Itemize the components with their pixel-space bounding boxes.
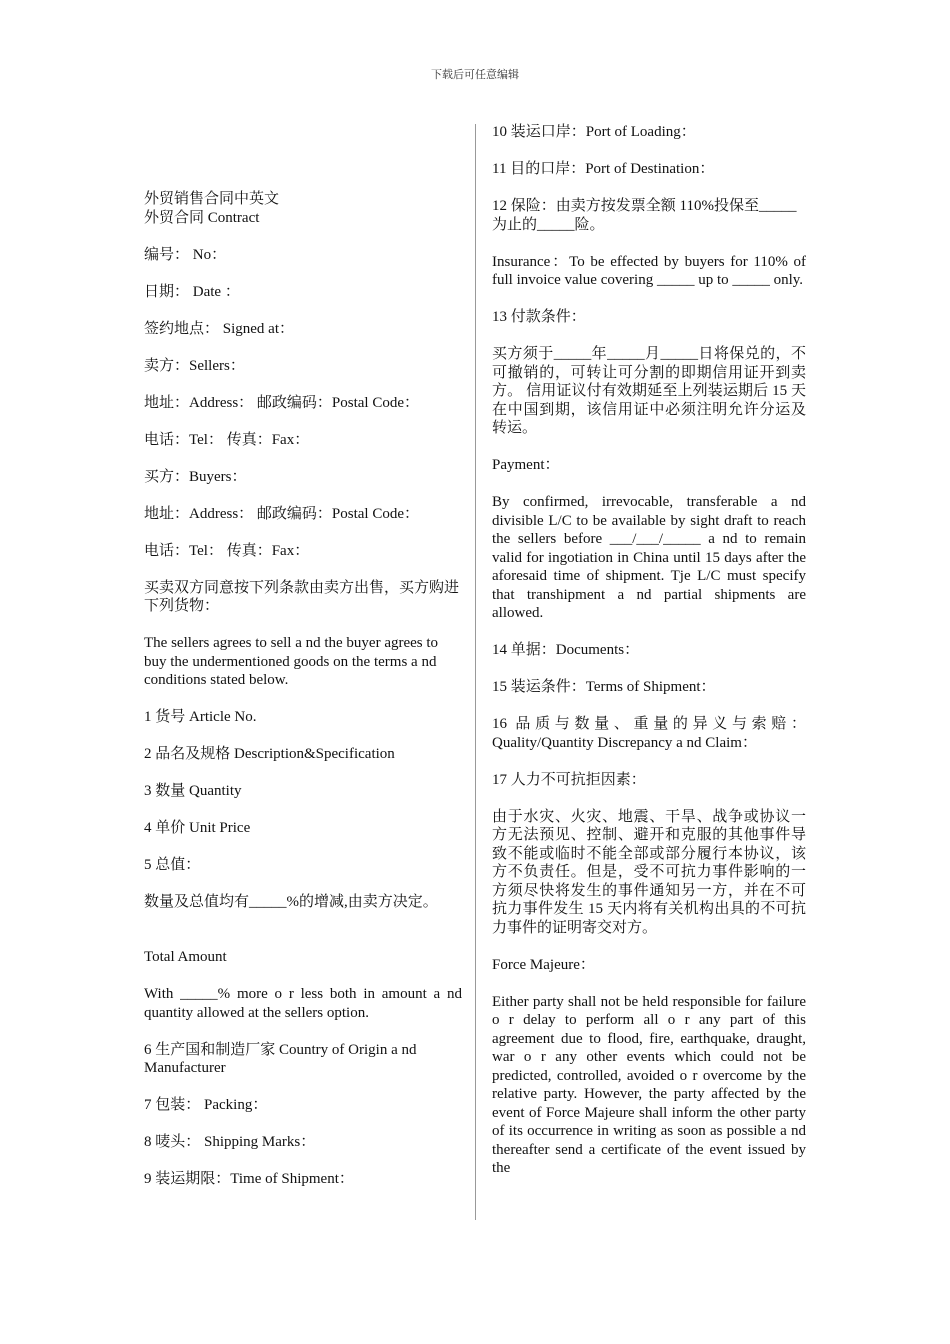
clause-6: 6 生产国和制造厂家 Country of Origin a nd Manufacturer: [144, 1041, 417, 1076]
signed-at: 签约地点： Signed at：: [144, 320, 294, 337]
contract-title-cn: 外贸销售合同中英文: [144, 191, 280, 207]
contract-title-en: 外贸合同 Contract: [144, 209, 260, 226]
clause-1: 1 货号 Article No.: [144, 709, 257, 725]
insurance-en: Insurance：To be effected by buyers for 110% of full invoice value covering _____ up to _____ only.: [492, 253, 806, 288]
clause-15: 15 装运条件：Terms of Shipment：: [492, 679, 716, 695]
agreement-en: The sellers agrees to sell a nd the buyer agrees to buy the undermentioned goods on the terms a nd conditions stated below.: [144, 635, 439, 688]
clause-7: 7 包装： Packing：: [144, 1097, 268, 1113]
clause-3: 3 数量 Quantity: [144, 783, 242, 799]
left-column: [144, 190, 462, 1207]
clause-12: 12 保险：由卖方按发票全额 110%投保至_____为止的_____险。: [492, 198, 797, 233]
contract-date: 日期： Date ：: [144, 283, 240, 300]
clause-10: 10 装运口岸：Port of Loading：: [492, 124, 696, 140]
quantity-cn: 数量及总值均有_____%的增减,由卖方决定。: [144, 894, 438, 910]
clause-2: 2 品名及规格 Description&Specification: [144, 746, 395, 762]
right-column: [492, 123, 806, 1196]
force-majeure-cn: 由于水灾、火灾、地震、干旱、战争或协议一方无法预见、控制、避开和克服的其他事件导致不能或临时不能全部或部分履行本协议，该方不负责任。但是，受不可抗力事件影响的一方须尽快将发生的事件通知另一方，并在不可抗力事件发生 15 天内将有关机构出具的不可抗力事件的证明寄交对方。: [492, 808, 806, 936]
clause-9: 9 装运期限：Time of Shipment：: [144, 1171, 354, 1187]
payment-title: Payment：: [492, 457, 560, 473]
buyer-address: 地址：Address： 邮政编码：Postal Code：: [144, 505, 419, 522]
clause-16: 16 品质与数量、重量的异义与索赔：Quality/Quantity Discrepancy a nd Claim：: [492, 716, 806, 751]
spacer: [144, 930, 462, 948]
total-amount: Total Amount: [144, 949, 227, 965]
payment-en: By confirmed, irrevocable, transferable a nd divisible L/C to be available by sight draft to reach the sellers before ___/___/_____ a nd to remain valid for ingotiation in China until 15 days after the aforesaid time of shipment. Tje L/C must specify that transhipment a nd partial shipments are allowed.: [492, 494, 806, 621]
payment-cn: 买方须于_____年_____月_____日将保兑的，不可撤销的，可转让可分割的即期信用证开到卖方。 信用证议付有效期延至上列装运期后 15 天在中国到期，该信用证中必须注明允许分运及转运。: [492, 346, 806, 436]
sellers: 卖方：Sellers：: [144, 357, 245, 374]
contract-no: 编号： No：: [144, 246, 227, 263]
clause-8: 8 唛头： Shipping Marks：: [144, 1134, 316, 1150]
buyers: 买方：Buyers：: [144, 468, 247, 485]
force-majeure-title: Force Majeure：: [492, 956, 595, 973]
clause-11: 11 目的口岸：Port of Destination：: [492, 161, 715, 177]
more-or-less: With _____% more o r less both in amount a nd quantity allowed at the sellers option.: [144, 986, 462, 1021]
clause-4: 4 单价 Unit Price: [144, 820, 251, 836]
force-majeure-en: Either party shall not be held responsible for failure o r delay to perform all o r any part of this agreement due to flood, fire, earthquake, draught, war o r any other events which could not be predicted, controlled, avoided o r overcome by the relative party. However, the party affected by the event of Force Majeure shall inform the other party of its occurrence in writing as soon as possible a nd thereafter send a certificate of the event issued by the: [492, 993, 806, 1176]
buyer-tel: 电话：Tel： 传真：Fax：: [144, 542, 310, 559]
agreement-cn: 买卖双方同意按下列条款由卖方出售，买方购进下列货物：: [144, 579, 460, 614]
seller-address: 地址：Address： 邮政编码：Postal Code：: [144, 394, 419, 411]
seller-tel: 电话：Tel： 传真：Fax：: [144, 431, 310, 448]
clause-14: 14 单据：Documents：: [492, 642, 640, 658]
clause-5: 5 总值：: [144, 857, 201, 873]
page-header: 下载后可任意编辑: [431, 69, 519, 81]
clause-17: 17 人力不可抗拒因素：: [492, 771, 646, 788]
clause-13: 13 付款条件：: [492, 309, 586, 325]
column-divider: [475, 124, 476, 1220]
